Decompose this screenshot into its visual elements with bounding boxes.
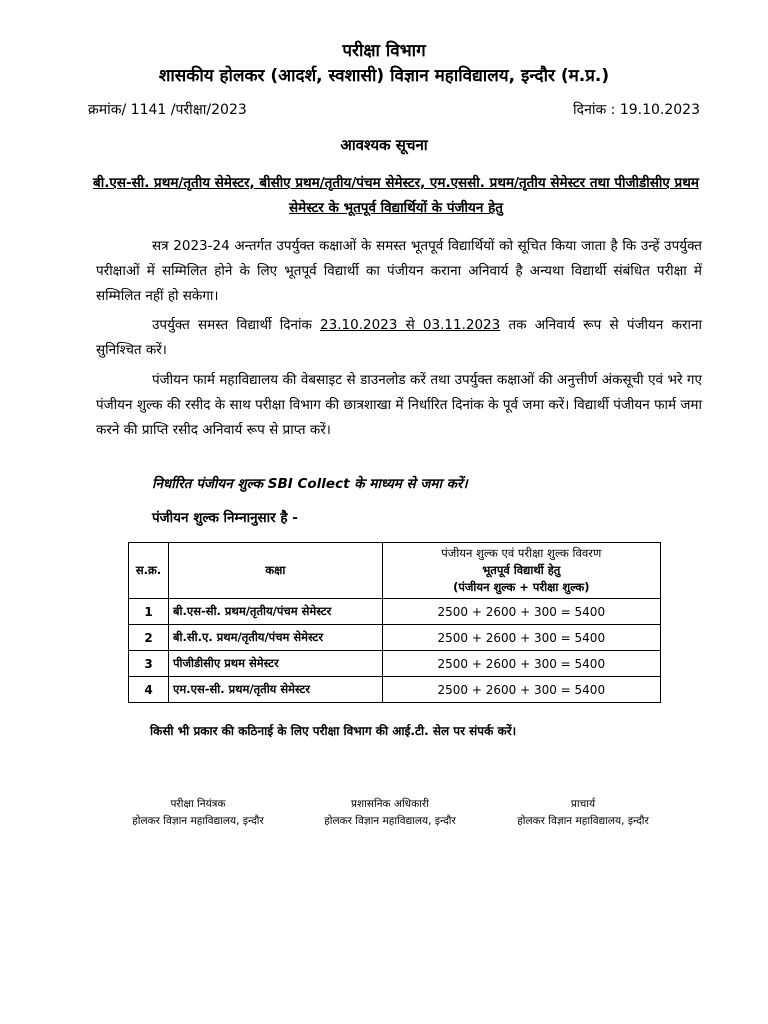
header-fee-line1: पंजीयन शुल्क एवं परीक्षा शुल्क विवरण <box>441 546 602 560</box>
paragraph-payment-mode: निर्धारित पंजीयन शुल्क SBI Collect के माध्यम से जमा करें। <box>152 476 468 492</box>
row-serial: 3 <box>129 651 169 677</box>
reference-date: दिनांक : 19.10.2023 <box>573 102 700 118</box>
header-fee-line2: भूतपूर्व विद्यार्थी हेतु <box>482 563 561 577</box>
row-serial: 2 <box>129 625 169 651</box>
row-fee: 2500 + 2600 + 300 = 5400 <box>382 651 660 677</box>
signature-exam-controller <box>98 796 298 830</box>
row-serial: 1 <box>129 599 169 625</box>
row-class: पीजीडीसीए प्रथम सेमेस्टर <box>168 651 382 677</box>
department-heading: परीक्षा विभाग <box>342 41 426 61</box>
header-serial: स.क्र. <box>129 543 169 599</box>
row-class: बी.एस-सी. प्रथम/तृतीय/पंचम सेमेस्टर <box>168 599 382 625</box>
paragraph-intro: सत्र 2023-24 अन्तर्गत उपर्युक्त कक्षाओं के समस्त भूतपूर्व विद्यार्थियों को सूचित किया जाता है कि उन्हें उपर्युक्त परीक्षाओं में सम्मिलित होने के लिए भूतपूर्व विद्यार्थी का पंजीयन कराना अनिवार्य है अन्यथा विद्यार्थी संबंधित परीक्षा में सम्मिलित नहीं हो सकेगा। <box>96 238 702 304</box>
signature-admin-officer <box>290 796 490 830</box>
college-heading: शासकीय होलकर (आदर्श, स्वशासी) विज्ञान महाविद्यालय, इन्दौर (म.प्र.) <box>158 66 610 86</box>
signatory-org: होलकर विज्ञान महाविद्यालय, इन्दौर <box>132 815 264 827</box>
table-row <box>129 625 661 651</box>
paragraph-dates-prefix: उपर्युक्त समस्त विद्यार्थी दिनांक <box>152 317 321 333</box>
paragraph-dates <box>96 313 702 363</box>
notice-subject: बी.एस-सी. प्रथम/तृतीय सेमेस्टर, बीसीए प्रथम/तृतीय/पंचम सेमेस्टर, एम.एससी. प्रथम/तृतीय सेमेस्टर तथा पीजीडीसीए प्रथम सेमेस्टर के भूतपूर्व विद्यार्थियों के पंजीयन हेतु <box>93 175 699 216</box>
row-fee: 2500 + 2600 + 300 = 5400 <box>382 677 660 703</box>
signatory-title: परीक्षा नियंत्रक <box>170 798 226 810</box>
signatory-org: होलकर विज्ञान महाविद्यालय, इन्दौर <box>324 815 456 827</box>
fee-table <box>128 542 661 703</box>
signatory-org: होलकर विज्ञान महाविद्यालय, इन्दौर <box>517 815 649 827</box>
row-fee: 2500 + 2600 + 300 = 5400 <box>382 599 660 625</box>
notice-title: आवश्यक सूचना <box>340 136 428 154</box>
registration-date-range: 23.10.2023 से 03.11.2023 <box>320 317 501 333</box>
fee-table-header-row <box>129 543 661 599</box>
header-class: कक्षा <box>168 543 382 599</box>
row-class: एम.एस-सी. प्रथम/तृतीय सेमेस्टर <box>168 677 382 703</box>
row-class: बी.सी.ए. प्रथम/तृतीय/पंचम सेमेस्टर <box>168 625 382 651</box>
table-row <box>129 599 661 625</box>
paragraph-dates-suffix: तक अनिवार्य रूप से पंजीयन कराना सुनिश्चित करें। <box>96 317 702 358</box>
table-row <box>129 677 661 703</box>
signatory-title: प्रशासनिक अधिकारी <box>351 798 429 810</box>
header-fee-line3: (पंजीयन शुल्क + परीक्षा शुल्क) <box>453 580 590 594</box>
row-fee: 2500 + 2600 + 300 = 5400 <box>382 625 660 651</box>
header-fee-details <box>382 543 660 599</box>
paragraph-form-submission: पंजीयन फार्म महाविद्यालय की वेबसाइट से डाउनलोड करें तथा उपर्युक्त कक्षाओं की अनुत्तीर्ण अंकसूची एवं भरे गए पंजीयन शुल्क की रसीद के साथ परीक्षा विभाग की छात्रशाखा में निर्धारित दिनांक के पूर्व जमा करें। विद्यार्थी पंजीयन फार्म जमा करने की प्राप्ति रसीद अनिवार्य रूप से प्राप्त करें। <box>96 372 702 438</box>
paragraph-fee-intro: पंजीयन शुल्क निम्नानुसार है - <box>152 510 298 526</box>
row-serial: 4 <box>129 677 169 703</box>
signature-principal <box>483 796 683 830</box>
reference-number: क्रमांक/ 1141 /परीक्षा/2023 <box>88 102 247 118</box>
table-row <box>129 651 661 677</box>
reference-row <box>88 100 700 119</box>
signatory-title: प्राचार्य <box>570 798 596 810</box>
contact-note: किसी भी प्रकार की कठिनाई के लिए परीक्षा विभाग की आई.टी. सेल पर संपर्क करें। <box>150 724 517 738</box>
